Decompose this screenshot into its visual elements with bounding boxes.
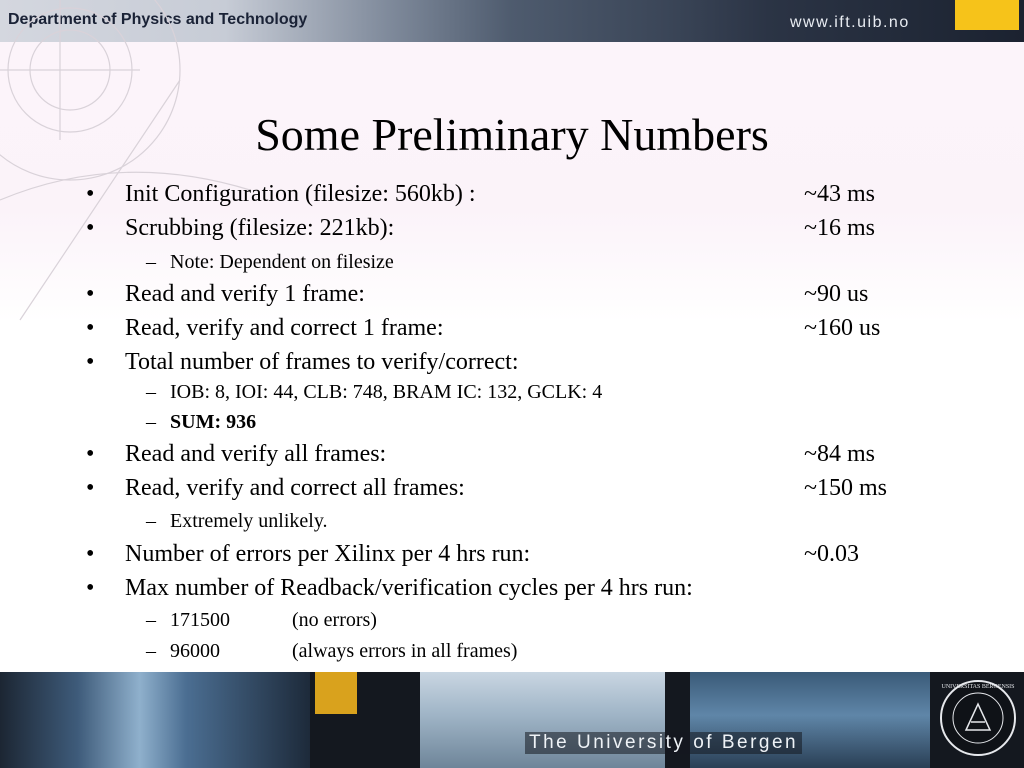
- list-item-value: ~150 ms: [804, 475, 887, 501]
- bullet-marker: •: [86, 215, 95, 241]
- cycle-note: (no errors): [292, 609, 377, 631]
- accent-block: [955, 0, 1019, 30]
- dash-marker: –: [146, 411, 156, 433]
- list-item-value: ~16 ms: [804, 215, 875, 241]
- dash-marker: –: [146, 381, 156, 403]
- bullet-marker: •: [86, 441, 95, 467]
- cycle-note: (always errors in all frames): [292, 640, 518, 662]
- sub-list-item-text: Note: Dependent on filesize: [170, 251, 394, 273]
- list-item-text: Read, verify and correct 1 frame:: [125, 315, 444, 341]
- bullet-marker: •: [86, 181, 95, 207]
- list-item-value: ~90 us: [804, 281, 869, 307]
- accent-tile: [315, 672, 357, 714]
- list-item-text: Max number of Readback/verification cycles per 4 hrs run:: [125, 575, 693, 601]
- university-seal-icon: [938, 678, 1018, 758]
- list-item-text: Scrubbing (filesize: 221kb):: [125, 215, 395, 241]
- university-name: The University of Bergen: [525, 732, 802, 754]
- bullet-marker: •: [86, 475, 95, 501]
- department-name: Department of Physics and Technology: [8, 11, 308, 28]
- bullet-marker: •: [86, 315, 95, 341]
- bullet-marker: •: [86, 541, 95, 567]
- dash-marker: –: [146, 640, 156, 662]
- list-item-text: Total number of frames to verify/correct:: [125, 349, 519, 375]
- slide-title: Some Preliminary Numbers: [255, 109, 769, 160]
- sum-text: SUM: 936: [170, 411, 257, 433]
- list-item-value: ~0.03: [804, 541, 859, 567]
- eye-photo-strip: [0, 672, 310, 768]
- sub-list-item-text: Extremely unlikely.: [170, 510, 328, 532]
- list-item-text: Number of errors per Xilinx per 4 hrs run:: [125, 541, 531, 567]
- website-url: www.ift.uib.no: [790, 14, 910, 31]
- cycle-count: 171500: [170, 609, 230, 631]
- seal-text: UNIVERSITAS BERGENSIS: [941, 684, 1015, 690]
- dash-marker: –: [146, 609, 156, 631]
- cycle-count: 96000: [170, 640, 220, 662]
- bullet-marker: •: [86, 575, 95, 601]
- list-item-value: ~84 ms: [804, 441, 875, 467]
- list-item-text: Read, verify and correct all frames:: [125, 475, 465, 501]
- dash-marker: –: [146, 510, 156, 532]
- list-item-text: Read and verify 1 frame:: [125, 281, 365, 307]
- footer-banner: [0, 672, 1024, 768]
- list-item-value: ~43 ms: [804, 181, 875, 207]
- list-item-value: ~160 us: [804, 315, 881, 341]
- list-item-text: Read and verify all frames:: [125, 441, 387, 467]
- dash-marker: –: [146, 251, 156, 273]
- list-item-text: Init Configuration (filesize: 560kb) :: [125, 181, 476, 207]
- sub-list-item-text: IOB: 8, IOI: 44, CLB: 748, BRAM IC: 132, GCLK: 4: [170, 381, 603, 403]
- bullet-marker: •: [86, 349, 95, 375]
- bullet-marker: •: [86, 281, 95, 307]
